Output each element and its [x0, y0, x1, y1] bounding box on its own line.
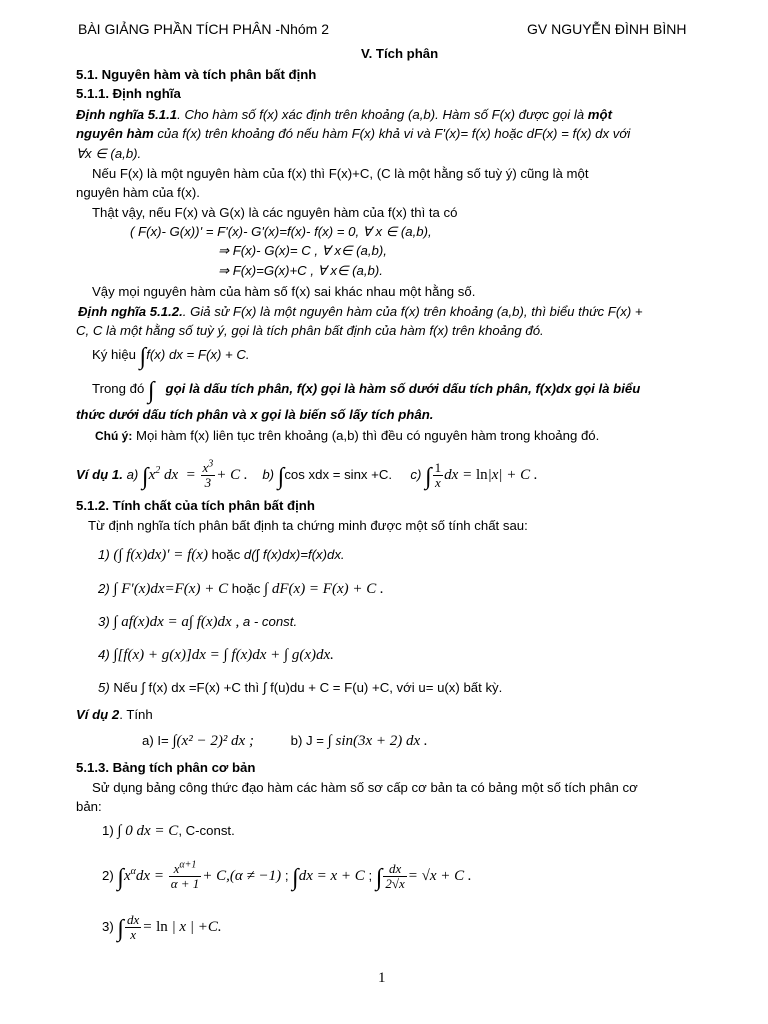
definition-label: Định nghĩa 5.1.2. — [78, 304, 183, 319]
table-item-number: 2) — [102, 868, 114, 883]
subsection-heading: 5.1.2. Tính chất của tích phân bất định — [76, 498, 315, 513]
example-2-parts — [142, 732, 428, 750]
example-part-label: b) — [262, 467, 275, 482]
example-label: Ví dụ 2 — [76, 707, 120, 722]
note-line — [95, 427, 599, 445]
equation-line: ⇒ F(x)=G(x)+C , ∀ x∈ (a,b). — [218, 263, 383, 278]
paragraph-line: nguyên hàm của f(x). — [76, 185, 200, 200]
property-note: a - const. — [239, 614, 298, 629]
notation-formula: f(x) dx = F(x) + C. — [146, 347, 250, 362]
property-number: 1) — [98, 547, 110, 562]
property-item — [98, 580, 384, 598]
paragraph-line: bản: — [76, 799, 102, 814]
property-formula: ∫ af(x)dx = a∫ f(x)dx , — [113, 614, 240, 630]
example-1a-formula: $\int x^2$ dx = $\frac{x^3}{3}$ + C . — [141, 458, 248, 491]
page-number: 1 — [378, 970, 386, 986]
example-2b-formula: ∫ sin(3x + 2) dx . — [327, 733, 428, 749]
example-2-heading — [76, 706, 153, 724]
property-formula: (∫ f(x)dx)′ = f(x) — [113, 547, 208, 563]
table-item-formula: ∫ $\frac{dx}{x}$ = ln | x | +C. — [117, 912, 222, 943]
definition-label: Định nghĩa 5.1.1 — [76, 107, 178, 122]
property-formula: ∫ F′(x)dx=F(x) + C — [113, 581, 229, 597]
property-formula: d(∫ f(x)dx)=f(x)dx. — [243, 547, 345, 562]
property-connector: hoặc — [207, 547, 244, 562]
example-part-label: c) — [410, 467, 422, 482]
integral-sign: ∫ — [147, 378, 155, 404]
definition-term: nguyên hàm — [76, 126, 154, 141]
integral-sign: ∫ — [139, 344, 147, 370]
property-number: 5) — [98, 680, 110, 695]
property-item — [98, 613, 297, 631]
paragraph-line: Vậy mọi nguyên hàm của hàm số f(x) sai khác nhau một hằng số. — [92, 284, 476, 299]
property-formula: Nếu ∫ f(x) dx =F(x) +C thì ∫ f(u)du + C = F(u) +C, với u= u(x) bất kỳ. — [113, 680, 503, 695]
where-line — [92, 378, 641, 404]
table-item-number: 1) — [102, 823, 114, 838]
table-item-formula: $\int x^\alpha dx$ = $\frac{x^{\alpha+1}}{\alpha + 1}$ + C,(α ≠ −1) — [117, 859, 282, 892]
table-item-note: , C-const. — [178, 823, 235, 838]
paragraph-line: Sử dụng bảng công thức đạo hàm các hàm số sơ cấp cơ bản ta có bảng một số tích phân cơ — [92, 780, 638, 795]
example-part-label: a) I= — [142, 733, 169, 748]
paragraph-line: Nếu F(x) là một nguyên hàm của f(x) thì F(x)+C, (C là một hằng số tuỳ ý) cũng là một — [92, 166, 589, 181]
property-number: 4) — [98, 647, 110, 662]
note-text: Mọi hàm f(x) liên tục trên khoảng (a,b) thì đều có nguyên hàm trong khoảng đó. — [132, 428, 600, 443]
paragraph-line: Thật vậy, nếu F(x) và G(x) là các nguyên hàm của f(x) thì ta có — [92, 205, 458, 220]
table-item-formula: ∫ $\frac{dx}{2√x}$ = √x + C . — [375, 861, 472, 892]
example-1c-formula: ∫ $\frac{1}{x}$ dx = ln|x| + C . — [425, 460, 538, 491]
definition-text: . Giả sử F(x) là một nguyên hàm của f(x) trên khoảng (a,b), thì biểu thức F(x) + — [182, 304, 643, 319]
example-label: Ví dụ 1. — [76, 467, 123, 482]
integral-table-item — [102, 822, 235, 840]
property-number: 3) — [98, 614, 110, 629]
property-item — [98, 679, 502, 697]
header-left: BÀI GIẢNG PHẦN TÍCH PHÂN -Nhóm 2 — [78, 21, 330, 37]
where-line-2: thức dưới dấu tích phân và x gọi là biến số lấy tích phân. — [76, 407, 434, 422]
property-formula: ∫ dF(x) = F(x) + C . — [264, 581, 384, 597]
definition-2-line-2: C, C là một hằng số tuỳ ý, gọi là tích phân bất định của hàm f(x) trên khoảng đó. — [76, 323, 544, 338]
where-text: gọi là dấu tích phân, f(x) gọi là hàm số dưới dấu tích phân, f(x)dx gọi là biểu — [165, 381, 641, 396]
where-label: Trong đó — [92, 381, 145, 396]
definition-1-line-1 — [76, 106, 612, 124]
example-1b-formula: cos xdx = sinx +C. — [284, 467, 393, 482]
definition-text: của f(x) trên khoảng đó nếu hàm F(x) khả vi và F'(x)= f(x) hoặc dF(x) = f(x) dx với — [153, 126, 631, 141]
table-item-formula: ∫dx = x + C — [292, 865, 365, 891]
example-part-label: b) J = — [290, 733, 324, 748]
definition-1-line-3: ∀x ∈ (a,b). — [76, 146, 142, 161]
integral-table-item: 2) $\int x^\alpha dx$ = $\frac{x^{\alpha+1}}{\alpha + 1}$ + C,(α ≠ −1) ; ∫dx = x + C ; ∫ $\frac{dx}{2√x}$ = √x + C . — [102, 859, 472, 892]
definition-2-line-1 — [78, 303, 643, 321]
paragraph-line: Từ định nghĩa tích phân bất định ta chứng minh được một số tính chất sau: — [88, 518, 528, 533]
page-title: V. Tích phân — [361, 46, 439, 61]
definition-1-line-2 — [76, 125, 630, 143]
example-part-label: a) — [126, 467, 139, 482]
table-item-formula: ∫ 0 dx = C — [117, 823, 179, 839]
integral-sign: ∫ — [277, 464, 285, 490]
example-text: . Tính — [119, 707, 153, 722]
definition-text: . Cho hàm số f(x) xác định trên khoảng (a,b). Hàm số F(x) được gọi là — [177, 107, 585, 122]
subsection-heading: 5.1.3. Bảng tích phân cơ bản — [76, 760, 256, 775]
definition-term: một — [587, 107, 612, 122]
equation-line: ⇒ F(x)- G(x)= C , ∀ x∈ (a,b), — [218, 243, 387, 258]
subsection-heading: 5.1.1. Định nghĩa — [76, 86, 181, 101]
integral-table-item — [102, 910, 222, 944]
section-heading: 5.1. Nguyên hàm và tích phân bất định — [76, 67, 317, 82]
example-1 — [76, 458, 538, 492]
property-item — [98, 546, 345, 564]
property-item — [98, 646, 334, 664]
equation-line: ( F(x)- G(x))' = F'(x)- G'(x)=f(x)- f(x) = 0, ∀ x ∈ (a,b), — [130, 224, 432, 239]
header-right: GV NGUYỄN ĐÌNH BÌNH — [527, 21, 687, 37]
example-2a-formula: ∫(x² − 2)² dx ; — [172, 733, 254, 749]
notation-line — [92, 344, 250, 370]
note-label: Chú ý: — [95, 429, 133, 443]
property-formula: ∫[f(x) + g(x)]dx = ∫ f(x)dx + ∫ g(x)dx. — [113, 647, 334, 663]
property-number: 2) — [98, 581, 110, 596]
notation-label: Ký hiệu — [92, 347, 136, 362]
table-item-number: 3) — [102, 919, 114, 934]
property-connector: hoặc — [228, 581, 265, 596]
